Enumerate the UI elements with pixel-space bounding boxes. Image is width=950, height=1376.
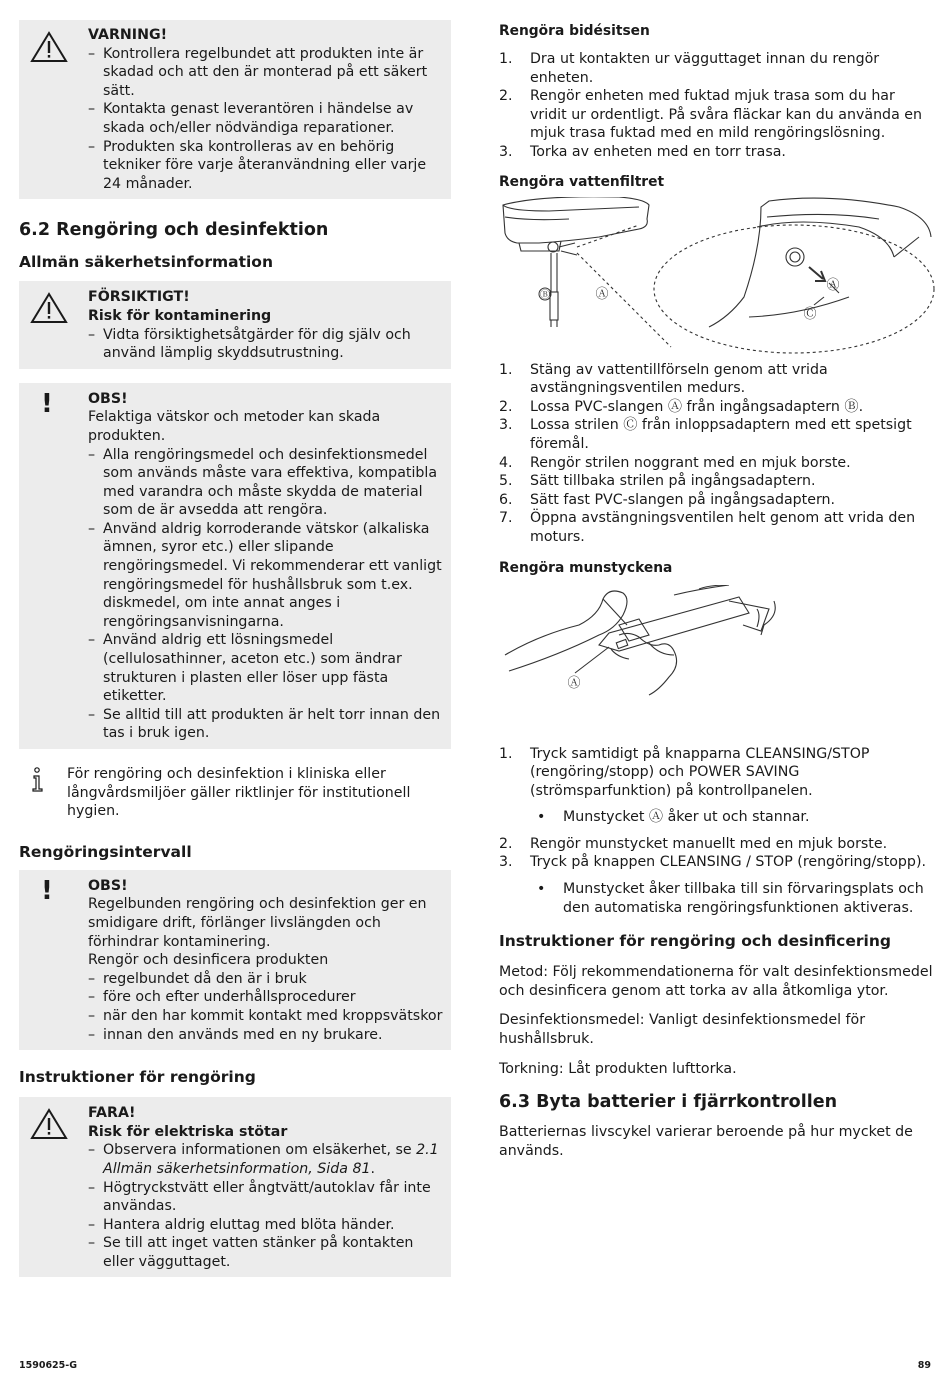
- obs-list: [88, 446, 443, 744]
- obs-title: OBS!: [88, 877, 128, 894]
- step-number: 4.: [499, 454, 513, 471]
- list-item: – regelbundet då den är i bruk: [88, 970, 443, 989]
- right-column: [499, 20, 935, 1160]
- danger-title: FARA!: [88, 1105, 136, 1122]
- step-number: 7.: [499, 510, 513, 527]
- step-text: Sätt fast PVC-slangen på ingångsadaptern.: [530, 491, 836, 508]
- nozzle-cleaning-drawing: [499, 585, 935, 715]
- list-item: [499, 454, 935, 473]
- danger-subtitle: Risk för elektriska stötar: [88, 1123, 288, 1140]
- list-item: – Använd aldrig ett lösningsmedel (cellulosathinner, aceton etc.) som ändrar strukturen i plasten eller löser upp fästa etiketter.: [88, 631, 443, 705]
- safety-heading: Allmän säkerhetsinformation: [19, 253, 273, 272]
- nozzle-illustration: [499, 585, 935, 715]
- step-text: Tryck samtidigt på knapparna CLEANSING/STOP (rengöring/stopp) och POWER SAVING (strömsparfunktion) på kontrollpanelen.: [530, 745, 870, 799]
- exclamation-icon: !: [41, 875, 53, 906]
- list-item: [499, 472, 935, 491]
- caution-subtitle: Risk för kontaminering: [88, 307, 272, 324]
- obs-list: [88, 970, 443, 1044]
- step-number: 1.: [499, 51, 513, 67]
- danger-box: [19, 1097, 451, 1277]
- warning-triangle-icon: [29, 30, 69, 64]
- method-text: Metod: Följ rekommendationerna för valt desinfektionsmedel och desinficera genom att torka av alla åtkomliga ytor.: [499, 964, 933, 999]
- cross-reference-link[interactable]: 2.1 Allmän säkerhetsinformation, Sida 81: [103, 1142, 439, 1177]
- step-number: 5.: [499, 473, 513, 490]
- agent-text: Desinfektionsmedel: Vanligt desinfektionsmedel för hushållsbruk.: [499, 1012, 866, 1048]
- caution-list: [88, 326, 443, 363]
- drying-text: Torkning: Låt produkten lufttorka.: [499, 1060, 737, 1077]
- list-item: – Alla rengöringsmedel och desinfektionsmedel som används måste vara effektiva, kompatibla med varandra och måste skydda de material som de är avsedda att rengöra.: [88, 446, 443, 520]
- filter-steps: [499, 361, 935, 547]
- nozzle-steps-continued: [499, 835, 935, 872]
- list-item: [499, 835, 935, 854]
- obs-text: Rengör och desinficera produkten: [88, 952, 329, 969]
- list-item: – Använd aldrig korroderande vätskor (alkaliska ämnen, syror etc.) eller slipande rengöringsmedel. Vi rekommenderar ett vanligt rengöringsmedel för hushållsbruk som t.ex. diskmedel, om inte annat anges i rengöringsanvisningarna.: [88, 520, 443, 632]
- list-item-text: Observera informationen om elsäkerhet, se: [103, 1142, 417, 1159]
- filter-illustration: [499, 197, 935, 357]
- step-number: 2.: [499, 88, 513, 105]
- list-item: – Hantera aldrig eluttag med blöta händer.: [88, 1216, 443, 1235]
- step-text: Öppna avstängningsventilen helt genom att vrida den moturs.: [530, 510, 916, 545]
- label-a: Ⓐ: [567, 675, 581, 691]
- obs-box-interval: [19, 870, 451, 1050]
- info-note: [19, 765, 451, 821]
- list-item: – före och efter underhållsprocedurer: [88, 988, 443, 1007]
- bidet-heading: Rengöra bidésitsen: [499, 23, 650, 39]
- list-item: – Kontrollera regelbundet att produkten inte är skadad och att den är monterad på ett säkert sätt.: [88, 45, 443, 101]
- label-c: Ⓒ: [803, 306, 817, 322]
- danger-list: [88, 1141, 443, 1271]
- caution-title: FÖRSIKTIGT!: [88, 289, 190, 306]
- filter-heading: Rengöra vattenfiltret: [499, 173, 665, 190]
- warning-title: VARNING!: [88, 27, 168, 43]
- list-item: [499, 853, 935, 872]
- bidet-filter-drawing: [499, 197, 935, 357]
- step-number: 3.: [499, 854, 513, 871]
- warning-triangle-icon: [29, 1107, 69, 1141]
- step-number: 2.: [499, 398, 513, 415]
- step-number: 1.: [499, 361, 513, 378]
- list-item: – Se alltid till att produkten är helt torr innan den tas i bruk igen.: [88, 706, 443, 743]
- obs-text: Felaktiga vätskor och metoder kan skada produkten.: [88, 409, 381, 444]
- instructions-heading: Instruktioner för rengöring: [19, 1068, 256, 1087]
- list-item: [88, 1141, 443, 1178]
- step-number: 3.: [499, 417, 513, 434]
- info-text: För rengöring och desinfektion i kliniska eller långvårdsmiljöer gäller riktlinjer för institutionell hygien.: [67, 766, 411, 820]
- interval-heading: Rengöringsintervall: [19, 842, 192, 861]
- step-text: Tryck på knappen CLEANSING / STOP (rengöring/stopp).: [530, 854, 926, 871]
- step-number: 6.: [499, 491, 513, 508]
- nozzle-heading: Rengöra munstyckena: [499, 559, 673, 576]
- left-column: [19, 20, 451, 1277]
- bidet-steps: [499, 50, 935, 162]
- step-text: Sätt tillbaka strilen på ingångsadaptern.: [530, 473, 816, 490]
- info-icon: [31, 767, 45, 793]
- warning-triangle-icon: [29, 291, 69, 325]
- list-item: – när den har kommit kontakt med kroppsvätskor: [88, 1007, 443, 1026]
- step-text: Lossa PVC-slangen Ⓐ från ingångsadaptern Ⓑ.: [530, 398, 864, 415]
- list-item: – Vidta försiktighetsåtgärder för dig själv och använd lämplig skyddsutrustning.: [88, 326, 443, 363]
- step-text: Rengör strilen noggrant med en mjuk borste.: [530, 454, 851, 471]
- list-item: [499, 87, 935, 143]
- nozzle-steps: [499, 745, 935, 801]
- obs-text: Regelbunden rengöring och desinfektion ger en smidigare drift, förlänger livslängden och förhindrar kontaminering.: [88, 896, 427, 950]
- list-item: – Kontakta genast leverantören i händelse av skada och/eller nödvändiga reparationer.: [88, 100, 443, 137]
- step-text: Stäng av vattentillförseln genom att vrida avstängningsventilen medurs.: [530, 361, 828, 397]
- list-item: [499, 745, 935, 801]
- list-item: [499, 398, 935, 417]
- step-number: 1.: [499, 745, 513, 762]
- bullet-item: • Munstycket Ⓐ åker ut och stannar.: [499, 808, 935, 827]
- section-title-6-3: 6.3 Byta batterier i fjärrkontrollen: [499, 1092, 838, 1113]
- warning-list: [88, 45, 443, 194]
- step-number: 2.: [499, 835, 513, 852]
- step-number: 3.: [499, 143, 513, 160]
- label-a: Ⓐ: [595, 286, 609, 302]
- footer-page-number: 89: [917, 1360, 931, 1371]
- footer-doc-number: 1590625-G: [19, 1360, 78, 1371]
- caution-box: [19, 281, 451, 368]
- list-item: [499, 416, 935, 453]
- label-b: Ⓑ: [540, 289, 550, 301]
- step-text: Dra ut kontakten ur vägguttaget innan du rengör enheten.: [530, 51, 880, 86]
- step-text: Rengör munstycket manuellt med en mjuk borste.: [530, 835, 888, 852]
- list-item: – Produkten ska kontrolleras av en behörig tekniker före varje återanvändning eller varje 24 månader.: [88, 138, 443, 194]
- list-item: [499, 491, 935, 510]
- list-item: – Högtryckstvätt eller ångtvätt/autoklav får inte användas.: [88, 1179, 443, 1216]
- list-item-text: .: [370, 1160, 376, 1177]
- list-item: [499, 143, 935, 162]
- bullet-item: • Munstycket åker tillbaka till sin förvaringsplats och den automatiska rengöringsfunktionen aktiveras.: [499, 880, 935, 917]
- obs-title: OBS!: [88, 390, 128, 407]
- exclamation-icon: !: [41, 388, 53, 419]
- battery-text: Batteriernas livscykel varierar beroende på hur mycket de används.: [499, 1124, 913, 1159]
- list-item: [499, 50, 935, 87]
- list-item: [499, 509, 935, 546]
- list-item: [499, 361, 935, 398]
- step-text: Torka av enheten med en torr trasa.: [530, 143, 786, 160]
- disinfect-heading: Instruktioner för rengöring och desinficering: [499, 932, 891, 951]
- step-text: Lossa strilen Ⓒ från inloppsadaptern med ett spetsigt föremål.: [530, 417, 912, 452]
- section-title-6-2: 6.2 Rengöring och desinfektion: [19, 220, 329, 241]
- step-text: Rengör enheten med fuktad mjuk trasa som du har vridit ur ordentligt. På svåra fläckar kan du använda en mjuk trasa fuktad med en mild rengöringslösning.: [530, 88, 922, 142]
- warning-box: [19, 20, 451, 199]
- label-a: Ⓐ: [826, 277, 840, 293]
- list-item: – Se till att inget vatten stänker på kontakten eller vägguttaget.: [88, 1234, 443, 1271]
- obs-box: [19, 383, 451, 749]
- list-item: – innan den används med en ny brukare.: [88, 1026, 443, 1045]
